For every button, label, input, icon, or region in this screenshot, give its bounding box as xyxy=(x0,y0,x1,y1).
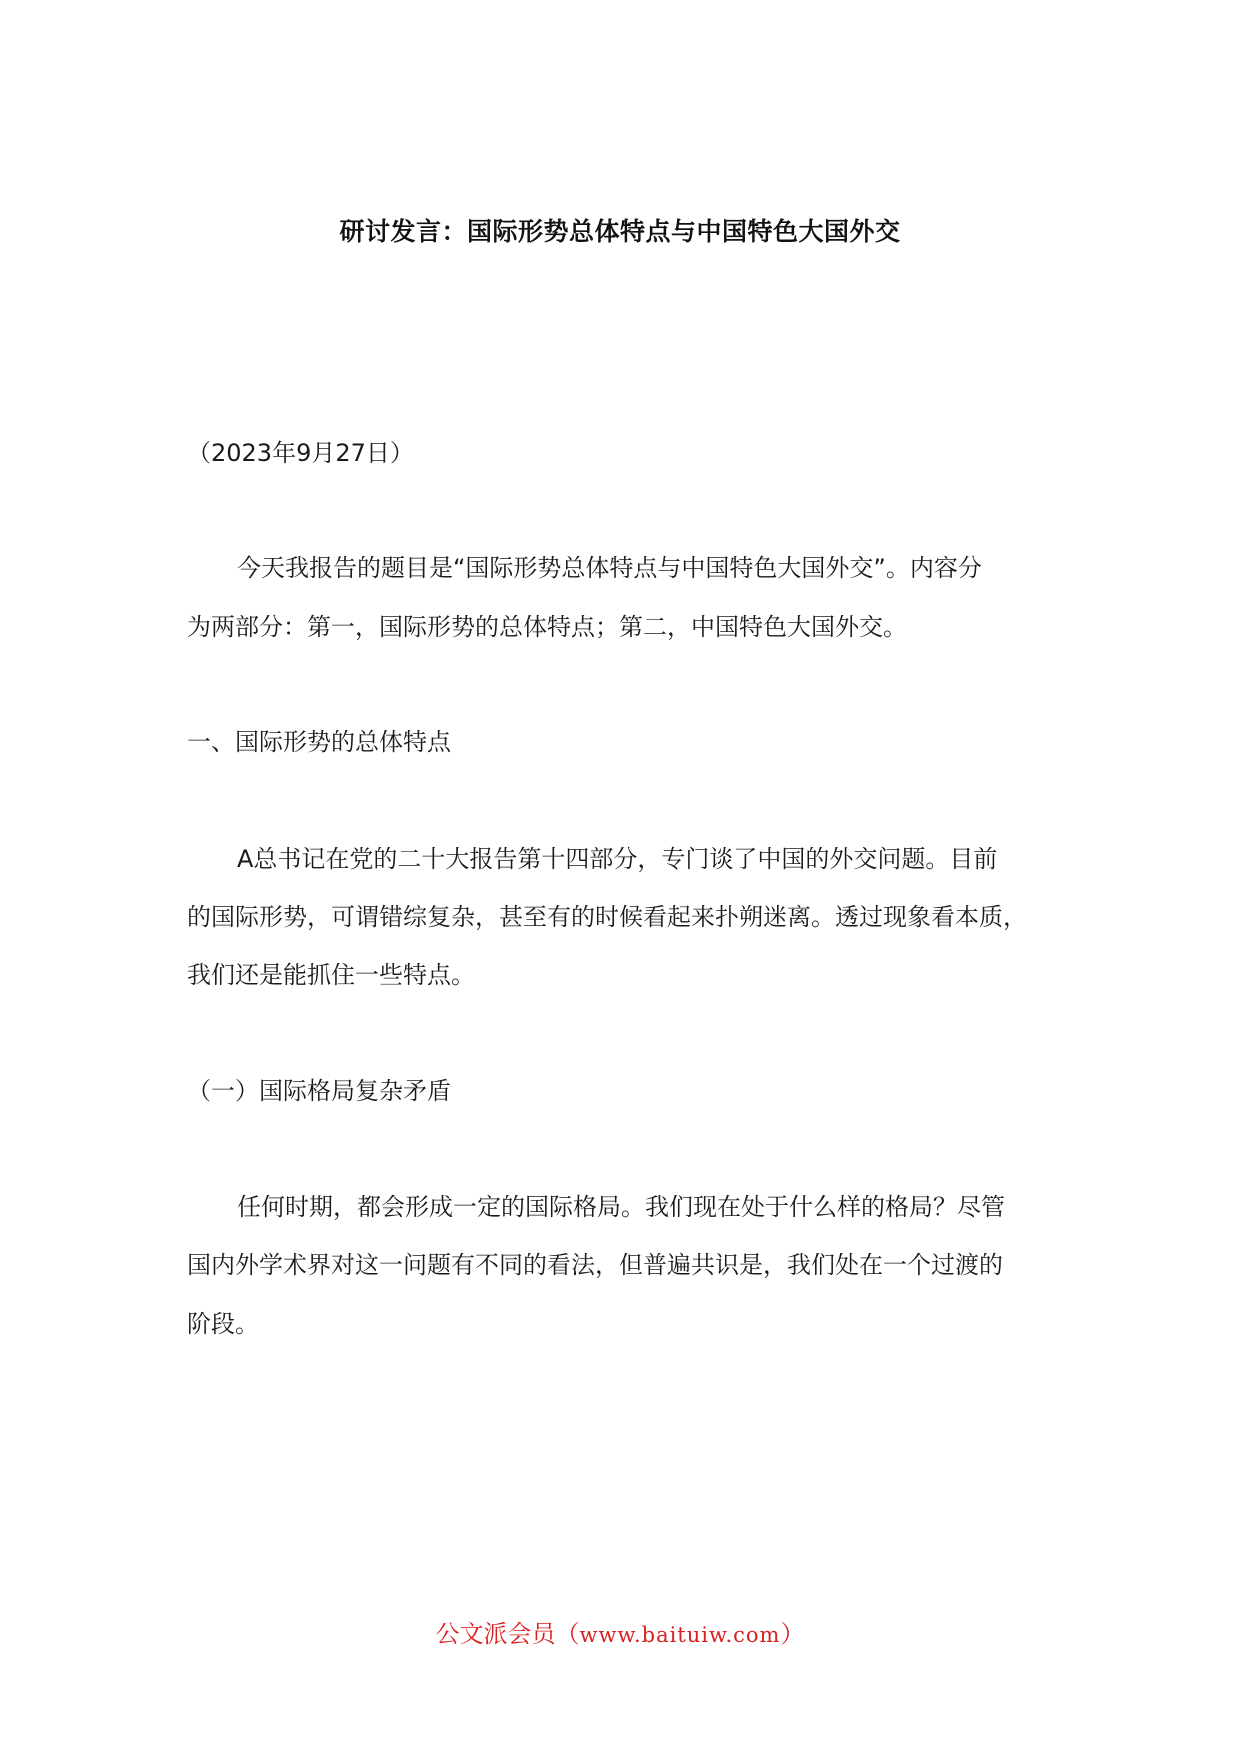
footer-close: ） xyxy=(780,1620,805,1648)
paragraph-3-line-3: 阶段。 xyxy=(187,1310,259,1338)
paragraph-2-line-3: 我们还是能抓住一些特点。 xyxy=(187,961,475,989)
document-title: 研讨发言：国际形势总体特点与中国特色大国外交 xyxy=(339,217,901,246)
paragraph-2-line-2: 的国际形势，可谓错综复杂，甚至有的时候看起来扑朔迷离。透过现象看本质， xyxy=(187,903,1027,931)
paragraph-1-line-1: 今天我报告的题目是“国际形势总体特点与中国特色大国外交”。内容分 xyxy=(237,554,982,582)
document-date: （2023年9月27日） xyxy=(187,439,414,467)
footer-watermark xyxy=(0,1614,1240,1649)
footer-label: 公文派会员（ xyxy=(435,1620,580,1648)
paragraph-3-line-2: 国内外学术界对这一问题有不同的看法，但普遍共识是，我们处在一个过渡的 xyxy=(187,1251,1003,1279)
paragraph-1-line-2: 为两部分：第一，国际形势的总体特点；第二，中国特色大国外交。 xyxy=(187,613,907,641)
paragraph-2-line-1: A总书记在党的二十大报告第十四部分，专门谈了中国的外交问题。目前 xyxy=(237,845,998,873)
paragraph-3-line-1: 任何时期，都会形成一定的国际格局。我们现在处于什么样的格局？尽管 xyxy=(237,1193,1005,1221)
section-heading-1: 一、国际形势的总体特点 xyxy=(187,728,451,756)
section-heading-2: （一）国际格局复杂矛盾 xyxy=(187,1077,451,1105)
footer-url[interactable]: www.baituiw.com xyxy=(579,1623,781,1647)
